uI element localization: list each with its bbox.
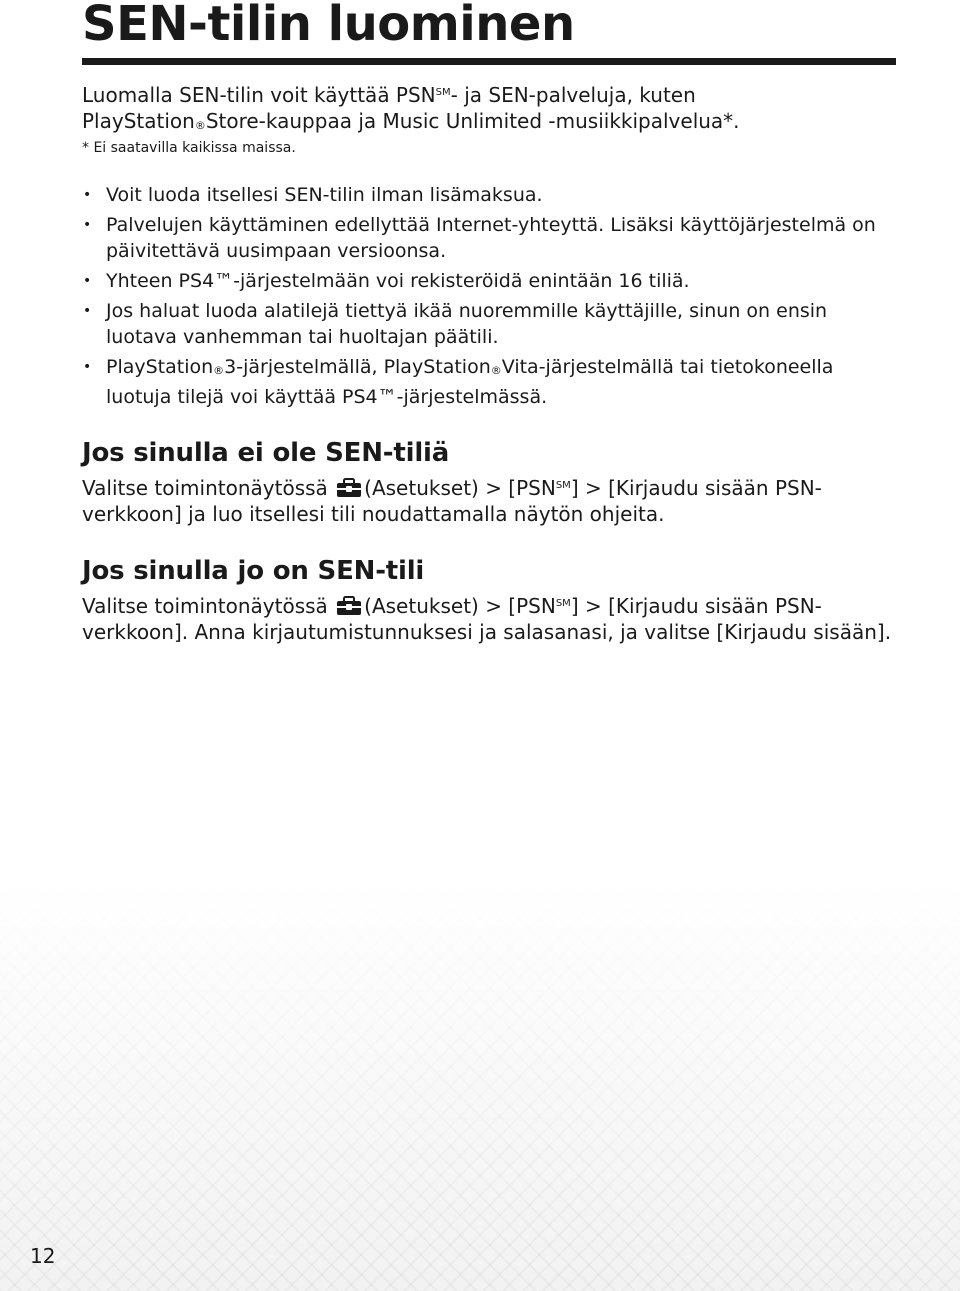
title-rule [82, 58, 896, 65]
bullet-item: • Palvelujen käyttäminen edellyttää Internet-yhteyttä. Lisäksi käyttöjärjestelmä on päivitettävä uusimpaan versioonsa. [83, 214, 876, 262]
background-pattern [0, 880, 960, 1291]
service-mark: SM [435, 87, 451, 98]
registered-mark: ® [194, 119, 206, 132]
section-no-account [82, 437, 896, 527]
info-bullet-list [82, 182, 896, 414]
intro-paragraph [82, 80, 896, 157]
toolbox-icon [336, 596, 362, 616]
bullet-item: • Yhteen PS4™-järjestelmään voi rekisteröidä enintään 16 tiliä. [83, 270, 690, 292]
section-text: Valitse toimintonäytössä (Asetukset) > [PSN℠] > [Kirjaudu sisään PSN-verkkoon]. Anna kirjautumistunnuksesi ja salasanasi, ja valitse [Kirjaudu sisään]. [82, 594, 892, 644]
toolbox-icon [336, 478, 362, 498]
page-number: 12 [30, 1244, 56, 1268]
bullet-item: • PlayStation®3-järjestelmällä, PlayStation®Vita-järjestelmällä tai tietokoneella luotuja tilejä voi käyttää PS4™-järjestelmässä. [83, 356, 834, 408]
bullet-item: • Jos haluat luoda alatilejä tiettyä ikää nuoremmille käyttäjille, sinun on ensin luotava vanhemman tai huoltajan päätili. [83, 300, 828, 348]
bullet-item: • Voit luoda itsellesi SEN-tilin ilman lisämaksua. [83, 184, 543, 206]
page-title: SEN-tilin luominen [82, 0, 575, 52]
section-text: Valitse toimintonäytössä (Asetukset) > [PSN℠] > [Kirjaudu sisään PSN-verkkoon] ja luo itsellesi tili noudattamalla näytön ohjeita. [82, 476, 822, 526]
section-heading: Jos sinulla jo on SEN-tili [82, 556, 425, 586]
intro-line-2: PlayStation®Store-kauppaa ja Music Unlimited -musiikkipalvelua*. [82, 109, 740, 133]
availability-note: * Ei saatavilla kaikissa maissa. [82, 140, 296, 156]
section-heading: Jos sinulla ei ole SEN-tiliä [82, 438, 450, 468]
intro-line-1: Luomalla SEN-tilin voit käyttää PSN℠- ja SEN-palveluja, kuten [82, 83, 696, 107]
section-has-account [82, 555, 896, 645]
